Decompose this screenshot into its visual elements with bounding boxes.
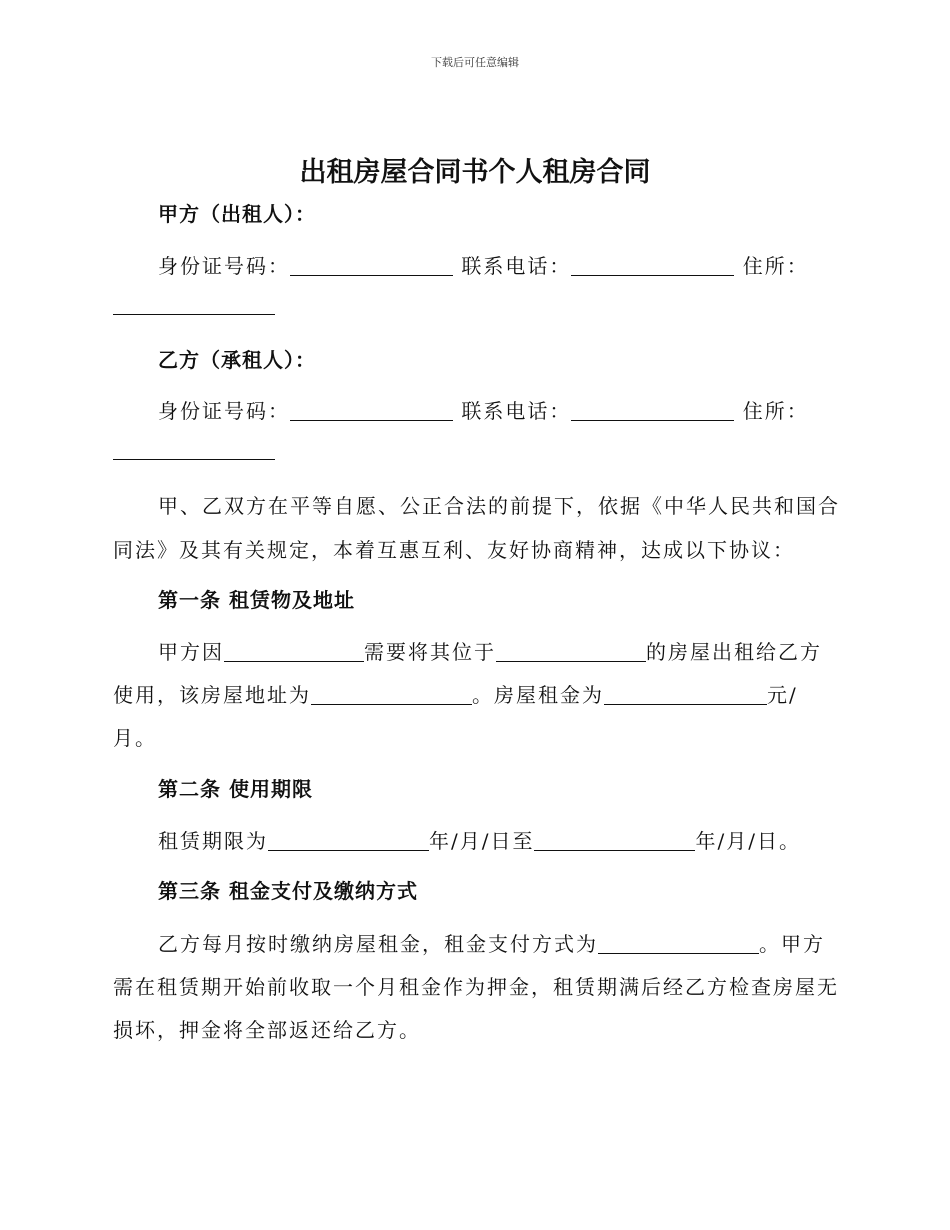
article-1-heading: 第一条 租赁物及地址: [158, 588, 355, 612]
party-b-address-blank[interactable]: [113, 459, 275, 460]
party-a-id-blank[interactable]: [290, 255, 453, 276]
party-a-info-line: [158, 250, 809, 279]
page-header-note: 下载后可任意编辑: [431, 56, 519, 69]
party-b-info-line: [158, 395, 809, 424]
location-blank[interactable]: [496, 641, 646, 662]
rent-amount-blank[interactable]: [604, 684, 767, 705]
article-3-line-2: 需在租赁期开始前收取一个月租金作为押金，租赁期满后经乙方检查房屋无: [113, 975, 839, 999]
article-1-text: 甲方因: [158, 640, 224, 664]
party-a-phone-label: 联系电话：: [461, 254, 572, 278]
article-2-line-1: [158, 825, 801, 854]
article-3-text: 。甲方: [759, 932, 825, 956]
party-a-heading: 甲方（出租人）：: [158, 202, 316, 226]
party-b-heading: 乙方（承租人）：: [158, 348, 316, 372]
party-b-phone-label: 联系电话：: [461, 399, 572, 423]
article-2-text: 年/月/日。: [695, 829, 801, 853]
article-1-line-1: [158, 636, 822, 665]
article-1-text: 元/: [767, 683, 798, 707]
party-a-address-label: 住所：: [742, 254, 809, 278]
reason-blank[interactable]: [224, 641, 364, 662]
article-3-line-1: [158, 928, 825, 957]
article-3-text: 乙方每月按时缴纳房屋租金，租金支付方式为: [158, 932, 598, 956]
article-2-heading: 第二条 使用期限: [158, 777, 313, 801]
article-1-text: 需要将其位于: [364, 640, 496, 664]
party-b-id-blank[interactable]: [290, 400, 453, 421]
lease-start-blank[interactable]: [268, 830, 429, 851]
party-b-phone-blank[interactable]: [571, 400, 734, 421]
article-1-line-2: [113, 679, 798, 708]
house-address-blank[interactable]: [311, 684, 472, 705]
party-b-address-label: 住所：: [742, 399, 809, 423]
article-1-line-3: 月。: [113, 726, 157, 750]
article-2-text: 年/月/日至: [429, 829, 535, 853]
intro-line-2: 同法》及其有关规定，本着互惠互利、友好协商精神，达成以下协议：: [113, 538, 795, 562]
party-a-id-label: 身份证号码：: [158, 254, 290, 278]
payment-method-blank[interactable]: [598, 933, 759, 954]
lease-end-blank[interactable]: [534, 830, 695, 851]
article-1-text: 使用，该房屋地址为: [113, 683, 311, 707]
article-2-text: 租赁期限为: [158, 829, 268, 853]
party-a-phone-blank[interactable]: [571, 255, 734, 276]
document-title: 出租房屋合同书个人租房合同: [299, 157, 651, 188]
article-1-text: 的房屋出租给乙方: [646, 640, 822, 664]
article-1-text: 。房屋租金为: [472, 683, 604, 707]
article-3-line-3: 损坏，押金将全部返还给乙方。: [113, 1018, 421, 1042]
party-b-id-label: 身份证号码：: [158, 399, 290, 423]
party-a-address-blank[interactable]: [113, 314, 275, 315]
intro-line-1: 甲、乙双方在平等自愿、公正合法的前提下，依据《中华人民共和国合: [158, 494, 840, 518]
article-3-heading: 第三条 租金支付及缴纳方式: [158, 879, 418, 903]
